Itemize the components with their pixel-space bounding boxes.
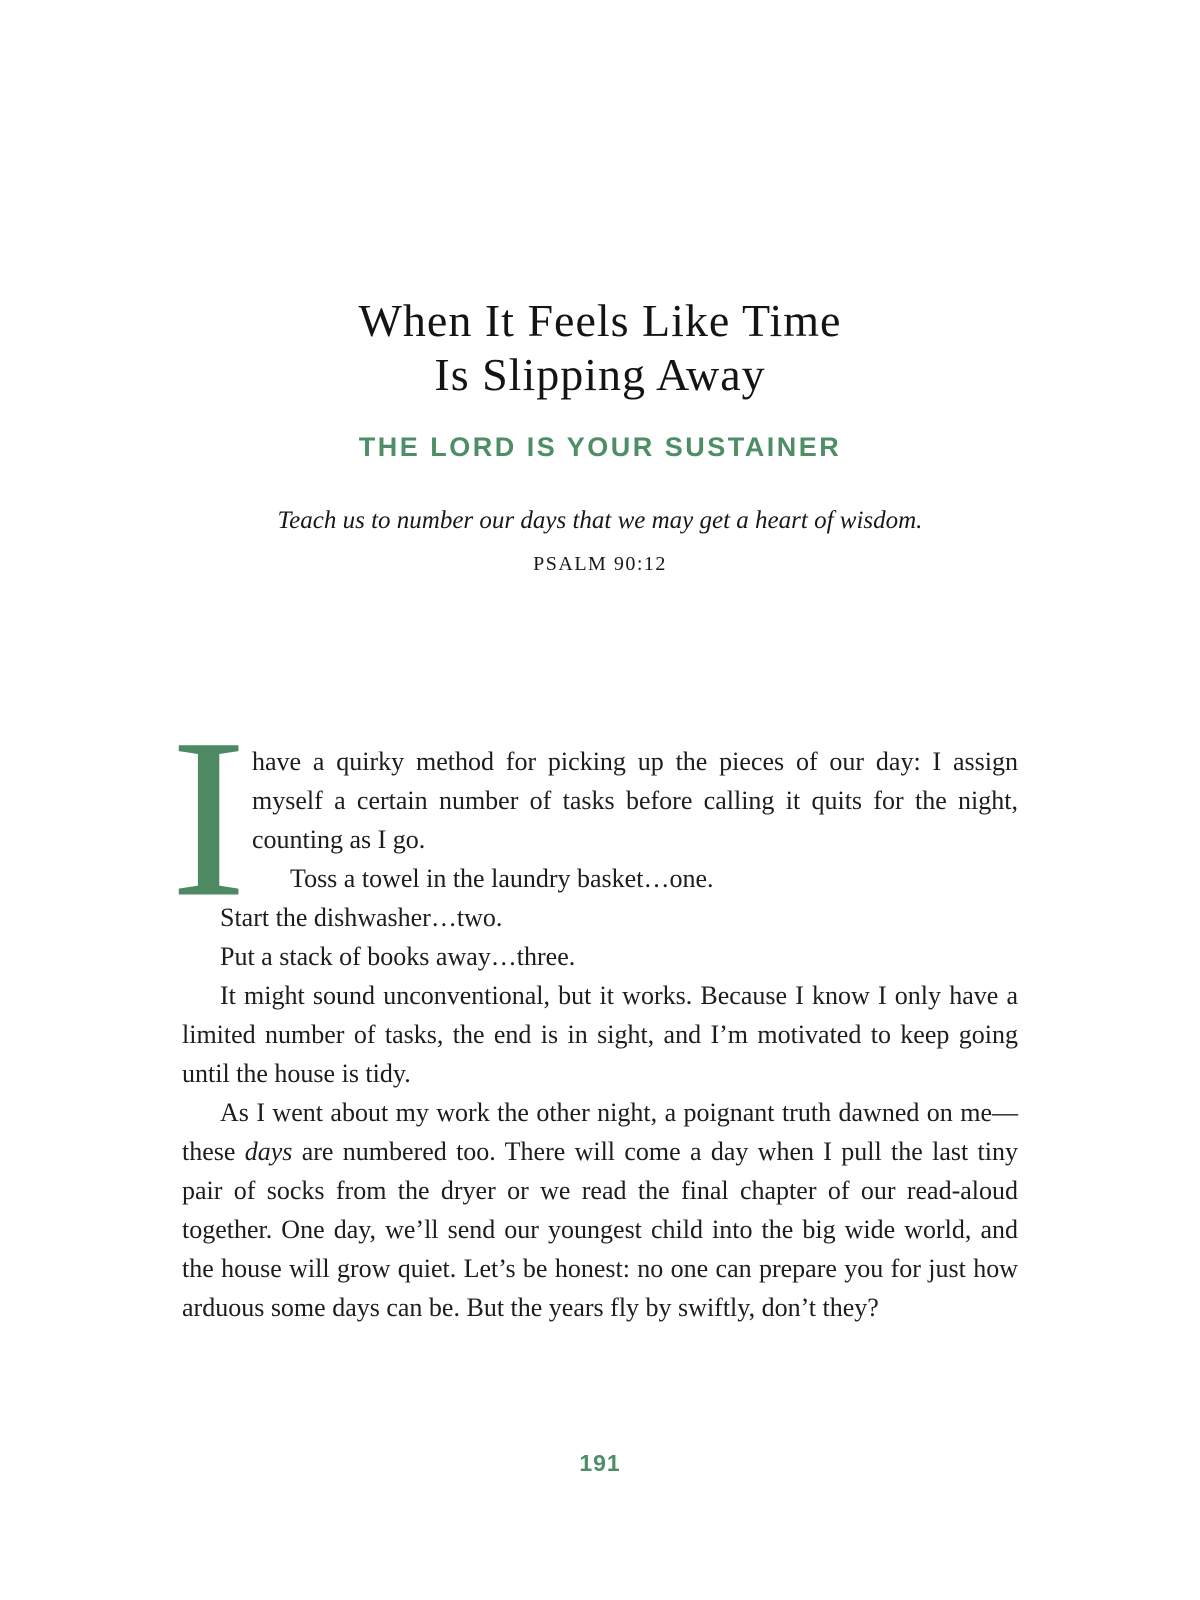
paragraph: It might sound unconventional, but it works. Because I know I only have a limited number of tasks, the end is in sight, and I’m motivated to keep going until the house is tidy. — [182, 980, 1018, 1088]
paragraph-text: As I went about my work the other night, a poignant truth dawned on me—these — [182, 1097, 1018, 1166]
paragraph: Start the dishwasher…two. — [220, 902, 503, 932]
verse-text: Teach us to number our days that we may get a heart of wisdom. — [277, 506, 923, 534]
paragraph: Toss a towel in the laundry basket…one. — [290, 863, 714, 893]
page-title — [0, 0, 1200, 402]
page-number: 191 — [579, 1450, 621, 1476]
drop-cap-letter: I — [170, 692, 247, 945]
verse-reference: PSALM 90:12 — [533, 552, 667, 575]
paragraph-text: are numbered too. There will come a day when I pull the last tiny pair of socks from the dryer or we read the final chapter of our read-aloud together. One day, we’ll send our youngest child into the big wide world, and the house will grow quiet. Let’s be honest: no one can prepare you for just how arduous some days can be. But the years fly by swiftly, don’t they? — [182, 1136, 1018, 1322]
paragraph: Put a stack of books away…three. — [220, 941, 576, 971]
paragraph — [182, 1093, 1018, 1327]
page-title-line2: Is Slipping Away — [434, 348, 766, 400]
body-text — [170, 692, 1018, 1327]
drop-cap — [170, 692, 247, 945]
chapter-subtitle: THE LORD IS YOUR SUSTAINER — [358, 431, 842, 462]
paragraph-text: have a quirky method for picking up the pieces of our day: I assign myself a certain number of tasks before calling it quits for the night, counting as I go. — [252, 746, 1018, 854]
paragraph-text-italic: days — [244, 1136, 293, 1166]
page-title-line1: When It Feels Like Time — [358, 295, 842, 346]
